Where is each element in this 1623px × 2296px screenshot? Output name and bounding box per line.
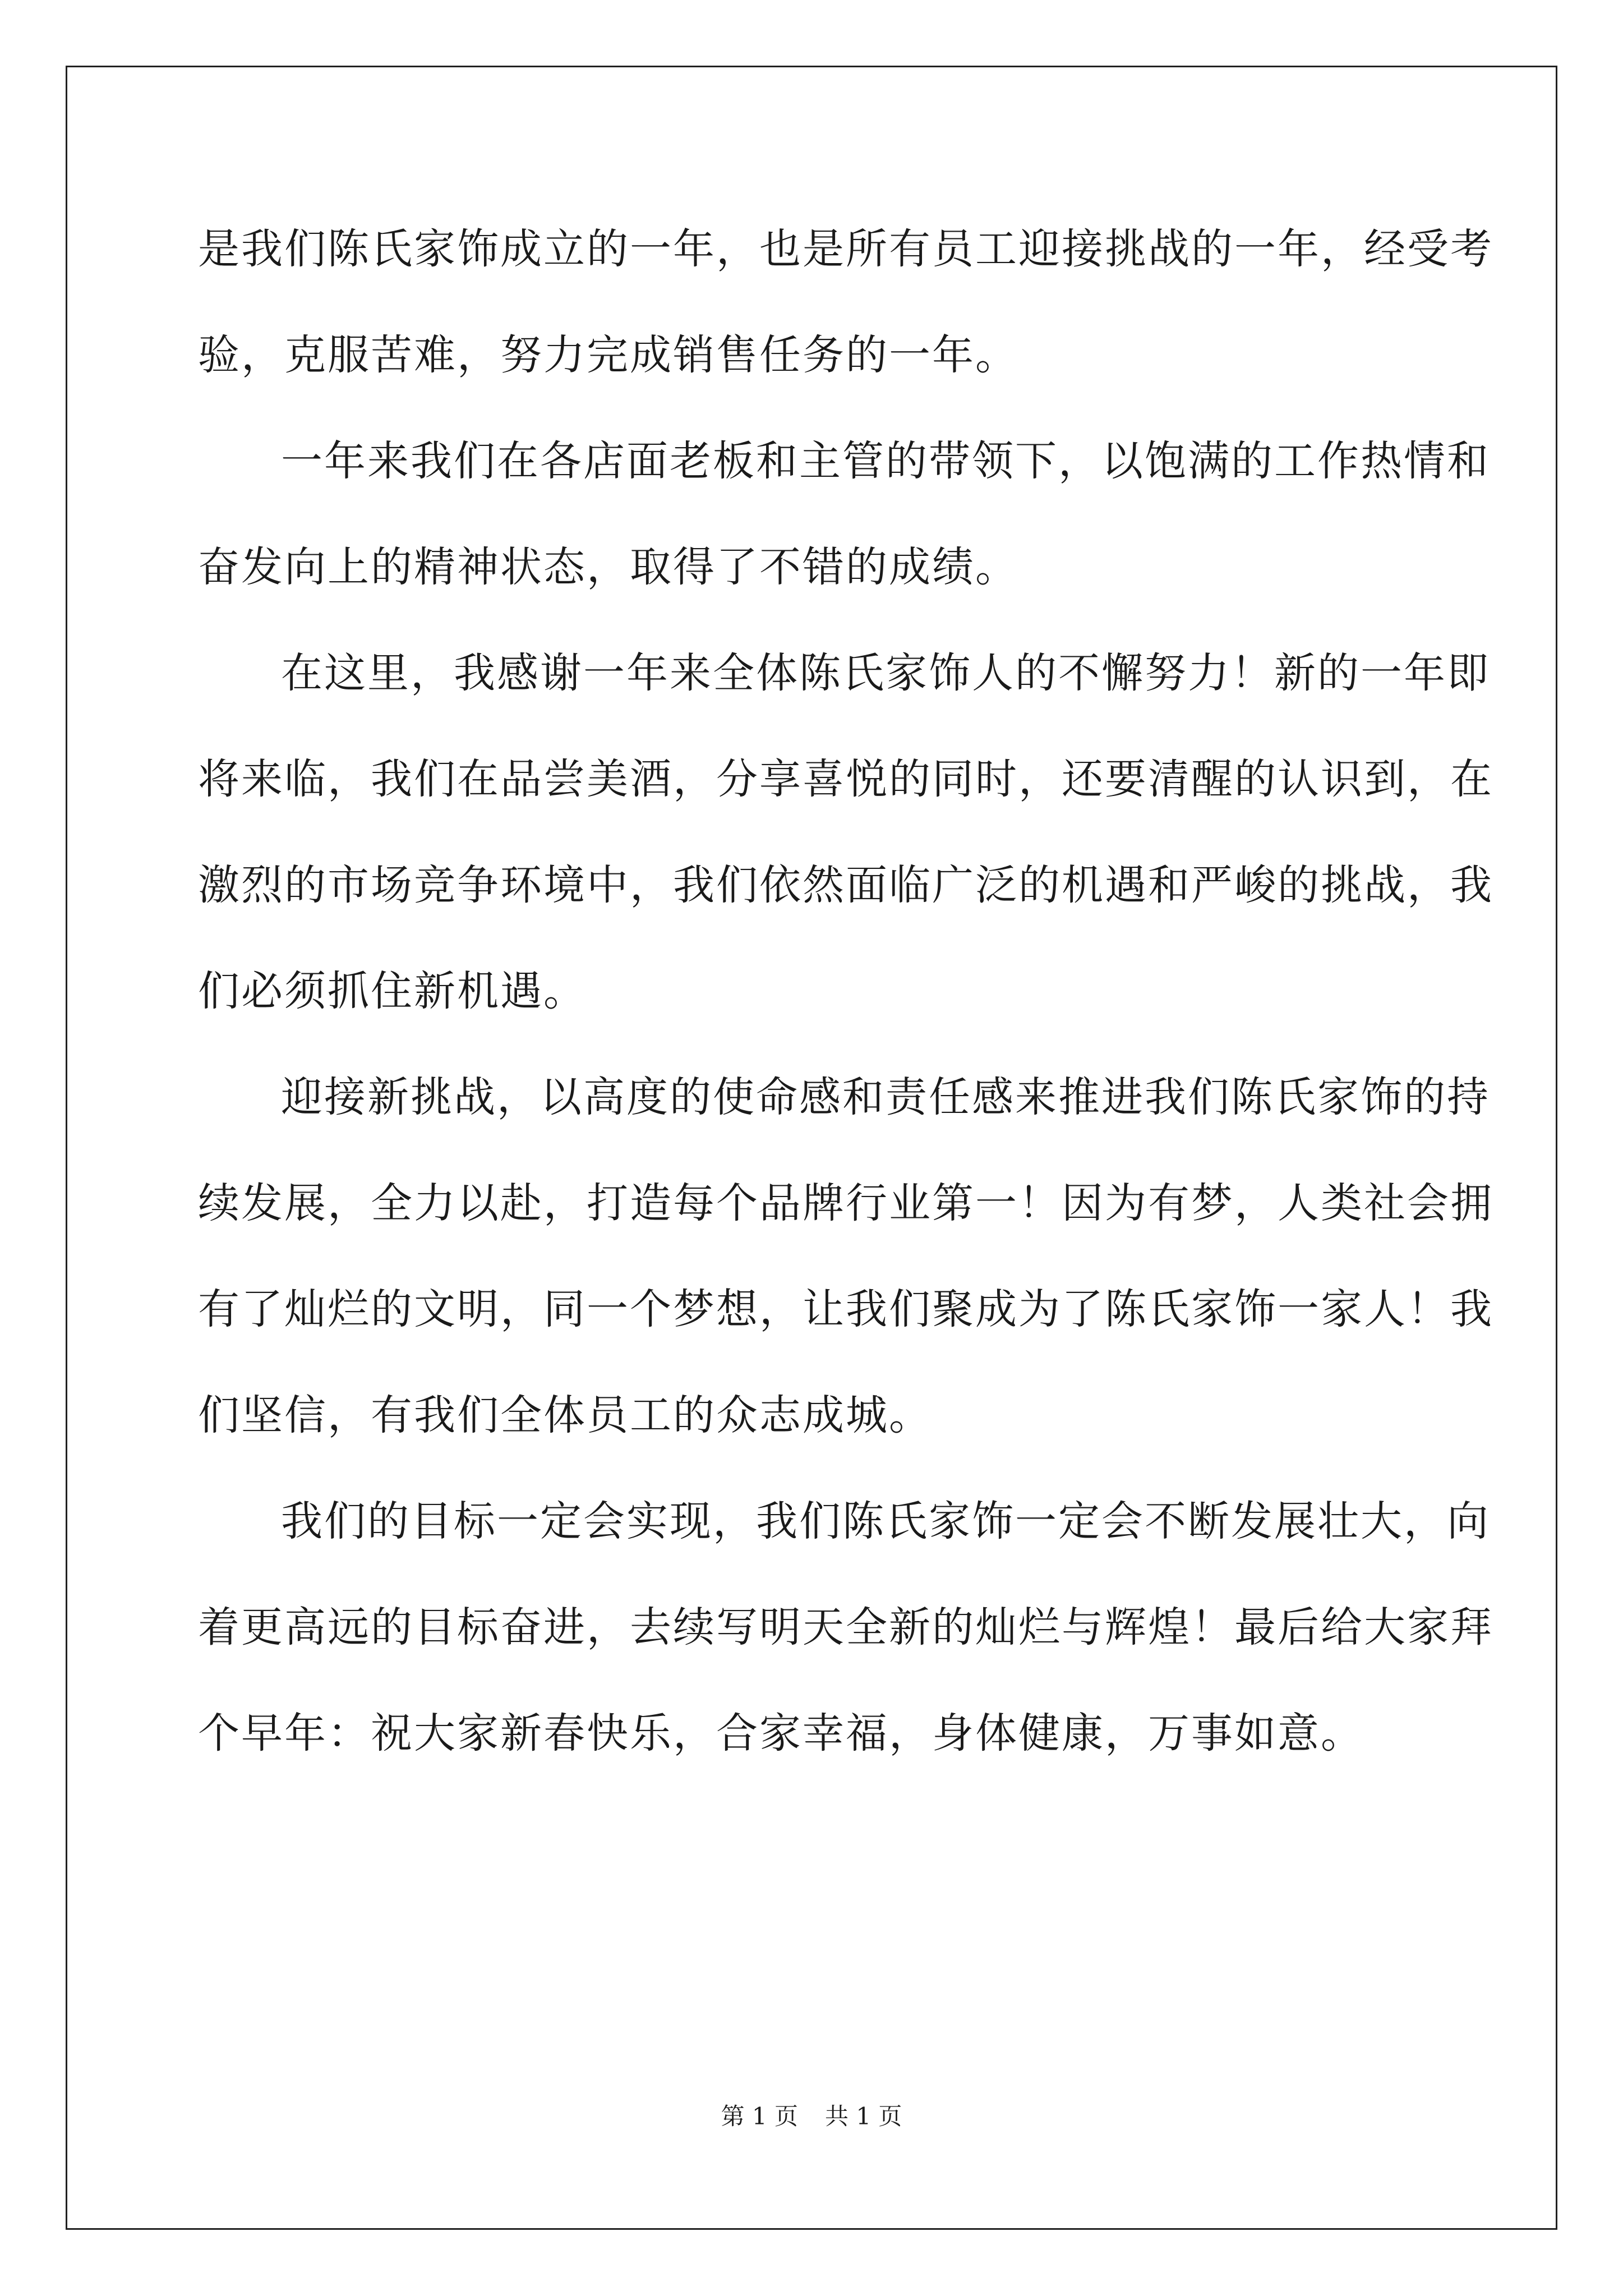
paragraph: [198, 1045, 1493, 1469]
page-total: 共 1 页: [825, 2102, 902, 2130]
text-line: 迎接新挑战，以高度的使命感和责任感来推进我们陈氏家饰的持: [281, 1073, 1490, 1121]
text-line: 我们的目标一定会实现，我们陈氏家饰一定会不断发展壮大，向: [281, 1497, 1490, 1545]
paragraph: [198, 620, 1493, 1045]
paragraph: [198, 196, 1493, 408]
text-line: 验，克服苦难，努力完成销售任务的一年。: [198, 331, 1018, 379]
document-body: [198, 196, 1493, 1787]
text-line: 有了灿烂的文明，同一个梦想，让我们聚成为了陈氏家饰一家人！我: [198, 1285, 1493, 1333]
text-line: 着更高远的目标奋进，去续写明天全新的灿烂与辉煌！最后给大家拜: [198, 1603, 1493, 1651]
text-line: 个早年：祝大家新春快乐，合家幸福，身体健康，万事如意。: [198, 1709, 1364, 1757]
page-footer: [0, 2098, 1623, 2132]
text-line: 续发展，全力以赴，打造每个品牌行业第一！因为有梦，人类社会拥: [198, 1179, 1493, 1227]
text-line: 将来临，我们在品尝美酒，分享喜悦的同时，还要清醒的认识到，在: [198, 755, 1493, 803]
paragraph: [198, 1469, 1493, 1787]
text-line: 们必须抓住新机遇。: [198, 967, 587, 1015]
text-line: 激烈的市场竞争环境中，我们依然面临广泛的机遇和严峻的挑战，我: [198, 861, 1493, 909]
paragraph: [198, 408, 1490, 620]
text-line: 奋发向上的精神状态，取得了不错的成绩。: [198, 543, 1018, 591]
page-number: 第 1 页: [721, 2102, 798, 2130]
text-line: 们坚信，有我们全体员工的众志成城。: [198, 1391, 932, 1439]
text-line: 一年来我们在各店面老板和主管的带领下，以饱满的工作热情和: [281, 437, 1490, 485]
text-line: 是我们陈氏家饰成立的一年，也是所有员工迎接挑战的一年，经受考: [198, 225, 1493, 273]
text-line: 在这里，我感谢一年来全体陈氏家饰人的不懈努力！新的一年即: [281, 649, 1490, 697]
